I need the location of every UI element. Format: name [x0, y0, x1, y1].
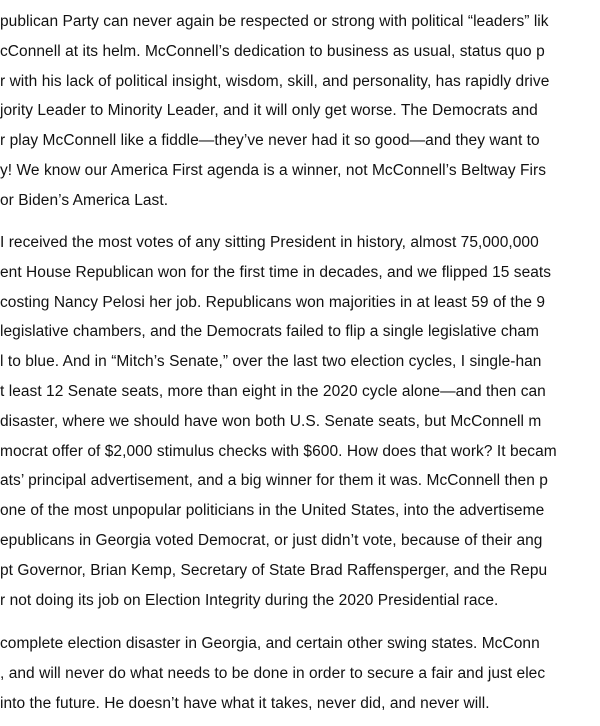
text-line: publican Party can never again be respected or strong with political “leaders” lik: [0, 13, 549, 30]
text-line: l to blue. And in “Mitch’s Senate,” over the last two election cycles, I single-han: [0, 353, 542, 371]
text-line: costing Nancy Pelosi her job. Republicans won majorities in at least 59 of the 9: [0, 293, 546, 311]
text-line: jority Leader to Minority Leader, and it will only get worse. The Democrats and: [0, 102, 538, 120]
text-line: r with his lack of political insight, wisdom, skill, and personality, has rapidly drive: [0, 72, 550, 90]
text-line: complete election disaster in Georgia, and certain other swing states. McConn: [0, 635, 540, 652]
text-line: pt Governor, Brian Kemp, Secretary of State Brad Raffensperger, and the Repu: [0, 561, 548, 579]
paragraph-3: [0, 629, 600, 718]
text-line: cConnell at its helm. McConnell’s dedication to business as usual, status quo p: [0, 42, 545, 60]
text-line: ats’ principal advertisement, and a big winner for them it was. McConnell then p: [0, 472, 548, 490]
text-line: mocrat offer of $2,000 stimulus checks with $600. How does that work? It becam: [0, 442, 557, 460]
text-line: one of the most unpopular politicians in the United States, into the advertiseme: [0, 502, 545, 520]
text-line: or Biden’s America Last.: [0, 191, 169, 209]
text-line: y! We know our America First agenda is a winner, not McConnell’s Beltway Firs: [0, 161, 546, 179]
text-line: r not doing its job on Election Integrity during the 2020 Presidential race.: [0, 591, 499, 609]
text-line: ent House Republican won for the first time in decades, and we flipped 15 seats: [0, 263, 552, 281]
paragraph-1: [0, 7, 600, 216]
text-line: , and will never do what needs to be done in order to secure a fair and just elec: [0, 664, 546, 682]
paragraph-2: [0, 228, 600, 615]
text-line: r play McConnell like a fiddle—they’ve never had it so good—and they want to: [0, 132, 540, 150]
text-line: epublicans in Georgia voted Democrat, or just didn’t vote, because of their ang: [0, 531, 543, 549]
text-line: I received the most votes of any sitting President in history, almost 75,000,000: [0, 234, 539, 251]
text-line: t least 12 Senate seats, more than eight in the 2020 cycle alone—and then can: [0, 382, 546, 400]
text-line: disaster, where we should have won both U.S. Senate seats, but McConnell m: [0, 412, 542, 430]
text-line: into the future. He doesn’t have what it takes, never did, and never will.: [0, 694, 490, 712]
text-line: legislative chambers, and the Democrats failed to flip a single legislative cham: [0, 323, 540, 341]
